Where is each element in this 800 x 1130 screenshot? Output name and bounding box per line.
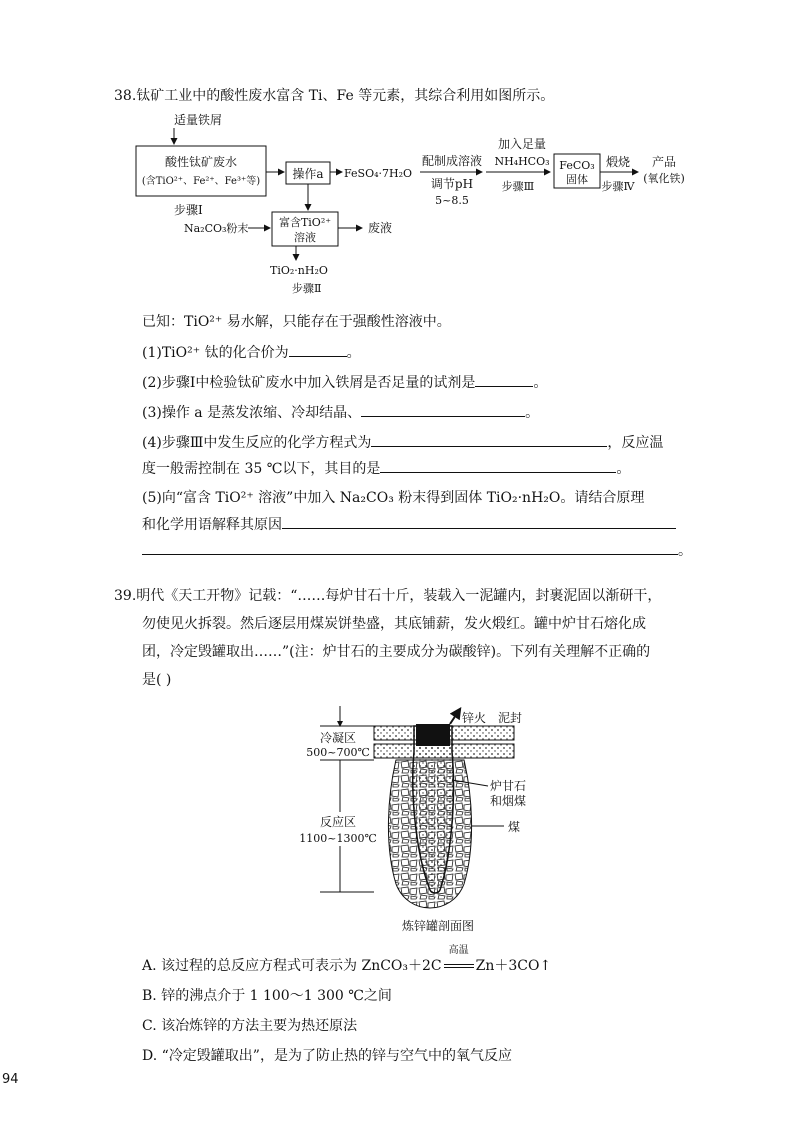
q4-period: 。 — [616, 461, 631, 477]
option-a-post: Zn＋3CO↑ — [475, 958, 552, 974]
page-number: 94 — [2, 1072, 19, 1087]
box1-line2: (含TiO²⁺、Fe²⁺、Fe³⁺等) — [141, 176, 261, 187]
q1-period: 。 — [346, 345, 361, 361]
feso4-label: FeSO₄·7H₂O — [344, 167, 413, 180]
rich-line1: 富含TiO²⁺ — [278, 216, 332, 229]
waste-label: 废液 — [368, 221, 393, 235]
q5-blank-2[interactable] — [142, 540, 678, 555]
option-a-condition: 高温 — [448, 945, 469, 956]
zinc-fire-arrow — [450, 712, 458, 724]
q3-blank[interactable] — [361, 402, 525, 417]
q39-line1 — [114, 586, 661, 606]
rich-line2: 溶液 — [294, 231, 316, 244]
q38-stem-line — [114, 86, 554, 106]
option-d[interactable]: D. “冷定毁罐取出”，是为了防止热的锌与空气中的氧气反应 — [142, 1048, 512, 1064]
q5b-text: 和化学用语解释其原因 — [142, 517, 282, 533]
step1-label: 步骤Ⅰ — [174, 203, 203, 217]
option-b[interactable]: B. 锌的沸点介于 1 100～1 300 ℃之间 — [142, 988, 392, 1004]
feco3-line2: 固体 — [566, 173, 588, 186]
calcine-label: 煅烧 — [605, 155, 631, 169]
high-temp-arrow — [442, 945, 476, 976]
q2-text: (2)步骤Ⅰ中检验钛矿废水中加入铁屑是否足量的试剂是 — [142, 375, 476, 391]
q38-sub4b — [142, 458, 630, 479]
q39-line1-text: 明代《天工开物》记载：“……每炉甘石十斤，装载入一泥罐内，封裹泥固以渐研干， — [136, 588, 662, 604]
ph-range: 5~8.5 — [435, 194, 469, 207]
step3-label: 步骤Ⅲ — [501, 180, 535, 193]
op-a-label: 操作a — [292, 167, 324, 181]
product-label: 产品 — [651, 155, 677, 169]
q4-purpose-blank[interactable] — [380, 458, 616, 473]
cond-temp: 500~700℃ — [306, 746, 370, 759]
q39-line4: 是( ) — [142, 672, 172, 688]
react-zone: 反应区 — [319, 815, 357, 829]
ore-line2: 和烟煤 — [490, 794, 527, 808]
nh4hco3: NH₄HCO₃ — [494, 155, 550, 168]
q39-zinc-figure — [292, 704, 552, 940]
step2-label: 步骤Ⅱ — [292, 282, 322, 295]
q38-sub2 — [142, 372, 547, 393]
flow-iron-scrap: 适量铁屑 — [174, 113, 223, 127]
q38-flow-diagram — [130, 110, 690, 300]
step4-label: 步骤Ⅳ — [601, 180, 635, 193]
na2co3-label: Na₂CO₃粉末 — [184, 222, 249, 235]
q2-period: 。 — [533, 375, 548, 391]
q38-sub5b — [142, 514, 676, 535]
adjust-ph: 调节pH — [430, 177, 474, 191]
prep-solution: 配制成溶液 — [421, 154, 483, 168]
react-temp: 1100~1300℃ — [299, 832, 377, 845]
mud-seal-plug — [416, 724, 450, 746]
q2-blank[interactable] — [475, 372, 533, 387]
q4b-text: ，反应温 — [607, 435, 664, 451]
q38-sub5c — [142, 540, 692, 561]
feco3-line1: FeCO₃ — [559, 159, 595, 172]
q39-number: 39. — [114, 588, 137, 604]
q1-blank[interactable] — [289, 342, 347, 357]
q38-sub5a: (5)向“富含 TiO²⁺ 溶液”中加入 Na₂CO₃ 粉末得到固体 TiO₂·nH₂O。请结合原理 — [142, 490, 645, 506]
q38-known: 已知：TiO²⁺ 易水解，只能存在于强酸性溶液中。 — [142, 314, 451, 330]
ore-line1: 炉甘石 — [490, 779, 527, 793]
box1-line1: 酸性钛矿废水 — [164, 155, 238, 169]
q5-blank-1[interactable] — [282, 514, 676, 529]
product-name: (氧化铁) — [643, 172, 685, 185]
q5-period: 。 — [678, 543, 692, 559]
q38-stem: 钛矿工业中的酸性废水富含 Ti、Fe 等元素，其综合利用如图所示。 — [136, 88, 555, 104]
q1-text: (1)TiO²⁺ 钛的化合价为 — [142, 345, 289, 361]
q38-sub1 — [142, 342, 361, 363]
q3-text: (3)操作 a 是蒸发浓缩、冷却结晶、 — [142, 405, 362, 421]
q38-sub4a — [142, 432, 663, 453]
option-c[interactable]: C. 该冶炼锌的方法主要为热还原法 — [142, 1018, 358, 1034]
tio2-label: TiO₂·nH₂O — [270, 264, 328, 277]
q38-sub3 — [142, 402, 539, 423]
figure-caption: 炼锌罐剖面图 — [401, 919, 475, 933]
mud-seal: 泥封 — [498, 711, 523, 725]
add-excess: 加入足量 — [497, 137, 547, 151]
q39-line3: 团，冷定毁罐取出……”(注：炉甘石的主要成分为碳酸锌)。下列有关理解不正确的 — [142, 644, 651, 660]
box-acid-wastewater — [136, 146, 266, 196]
cond-zone: 冷凝区 — [319, 731, 357, 745]
q3-period: 。 — [525, 405, 540, 421]
coal-label: 煤 — [508, 820, 521, 834]
q4c-text: 度一般需控制在 35 ℃以下，其目的是 — [142, 461, 381, 477]
zinc-fire: 锌火 — [462, 711, 487, 725]
q4-equation-blank[interactable] — [371, 432, 607, 447]
option-a-pre: A. 该过程的总反应方程式可表示为 ZnCO₃＋2C — [142, 958, 442, 974]
q38-number: 38. — [114, 88, 137, 104]
q4a-text: (4)步骤Ⅲ中发生反应的化学方程式为 — [142, 435, 372, 451]
q39-line2: 勿使见火拆裂。然后逐层用煤炭饼垫盛，其底铺薪，发火煅红。罐中炉甘石熔化成 — [142, 616, 646, 632]
option-a[interactable] — [142, 945, 552, 976]
